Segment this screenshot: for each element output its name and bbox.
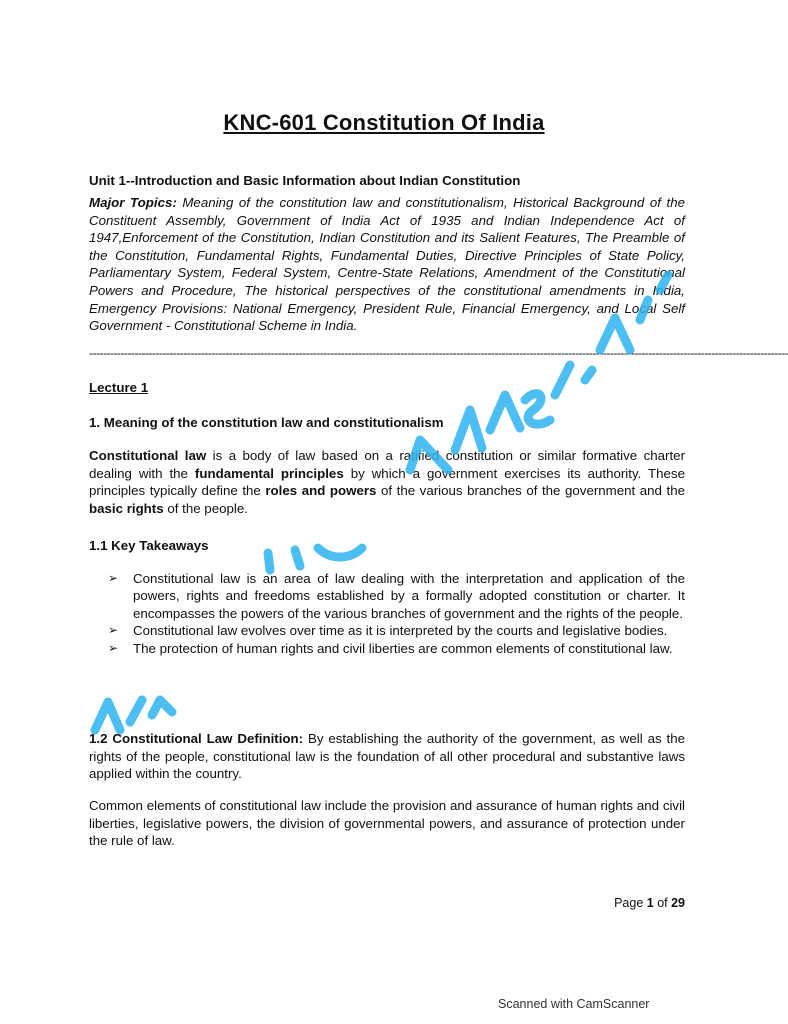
definition-paragraph bbox=[89, 730, 685, 783]
list-item-text: The protection of human rights and civil liberties are common elements of constitutional law. bbox=[133, 640, 673, 656]
constitutional-law-paragraph bbox=[89, 447, 685, 517]
para-text: of the various branches of the government and the bbox=[376, 483, 685, 499]
common-elements-paragraph: Common elements of constitutional law include the provision and assurance of human rights and civil liberties, legislative powers, the division of governmental powers, and assurance of protection under the rule of law. bbox=[89, 798, 685, 849]
list-item-text: Constitutional law is an area of law dealing with the interpretation and application of the powers, rights and freedoms established by a formally adopted constitution or charter. It encompasses the powers of the various branches of government and the rights of the people. bbox=[133, 571, 685, 621]
page-total: 29 bbox=[671, 896, 685, 910]
arrow-bullet-icon: ➢ bbox=[108, 623, 119, 638]
list-item-text: Constitutional law evolves over time as it is interpreted by the courts and legislative bodies. bbox=[133, 623, 668, 639]
para-text: of the people. bbox=[163, 500, 248, 516]
key-takeaways-list bbox=[108, 570, 685, 657]
para-text: by which a government exercises its authority. These principles typically define the bbox=[89, 465, 685, 499]
bold-term: Constitutional law bbox=[89, 448, 207, 463]
scanner-note: Scanned with CamScanner bbox=[498, 997, 650, 1011]
definition-text: By establishing the authority of the government, as well as the rights of the people, constitutional law is the foundation of all other procedural and substantive laws applied within the country. bbox=[89, 731, 686, 782]
lecture-heading: Lecture 1 bbox=[89, 380, 149, 395]
major-topics-label: Major Topics: bbox=[89, 195, 177, 210]
major-topics-paragraph bbox=[89, 194, 685, 335]
list-item bbox=[108, 570, 685, 622]
section-1-heading: 1. Meaning of the constitution law and constitutionalism bbox=[89, 415, 444, 430]
unit-heading: Unit 1--Introduction and Basic Information about Indian Constitution bbox=[89, 173, 521, 188]
document-title: KNC-601 Constitution Of India bbox=[223, 110, 545, 135]
arrow-bullet-icon: ➢ bbox=[108, 640, 119, 655]
bold-term: basic rights bbox=[89, 500, 164, 516]
page-current: 1 bbox=[646, 896, 654, 910]
major-topics-text: Meaning of the constitution law and constitutionalism, Historical Background of the Constituent Assembly, Government of India Act of 1935 and Indian Independence Act of 1947,Enforcement of the Constitution, Indian Constitution and its Salient Features, The Preamble of the Constitution, Fundamental Rights, Fundamental Duties, Directive Principles of State Policy, Parliamentary System, Federal System, Centre-State Relations, Amendment of the Constitutional Powers and Procedure, The historical perspectives of the constitutional amendments in India, Emergency Provisions: National Emergency, President Rule, Financial Emergency, and Local Self Government - Constitutional Scheme in India. bbox=[89, 195, 685, 334]
para-text: is a body of law based on a ratified constitution or similar formative charter dealing with the bbox=[89, 448, 685, 481]
arrow-bullet-icon: ➢ bbox=[108, 571, 119, 585]
bold-term: fundamental principles bbox=[194, 465, 344, 481]
list-item bbox=[108, 640, 685, 657]
separator-line: -------------------------------------------------------------------------------------------------------------------------------------------------------------------------------------------------------- bbox=[89, 346, 788, 360]
bold-term: roles and powers bbox=[265, 483, 377, 499]
page-number bbox=[614, 896, 685, 910]
page-of: of bbox=[653, 896, 672, 910]
definition-heading: 1.2 Constitutional Law Definition: bbox=[89, 731, 304, 746]
page-label: Page bbox=[614, 896, 647, 910]
section-1-1-heading: 1.1 Key Takeaways bbox=[89, 538, 209, 553]
list-item bbox=[108, 622, 685, 639]
